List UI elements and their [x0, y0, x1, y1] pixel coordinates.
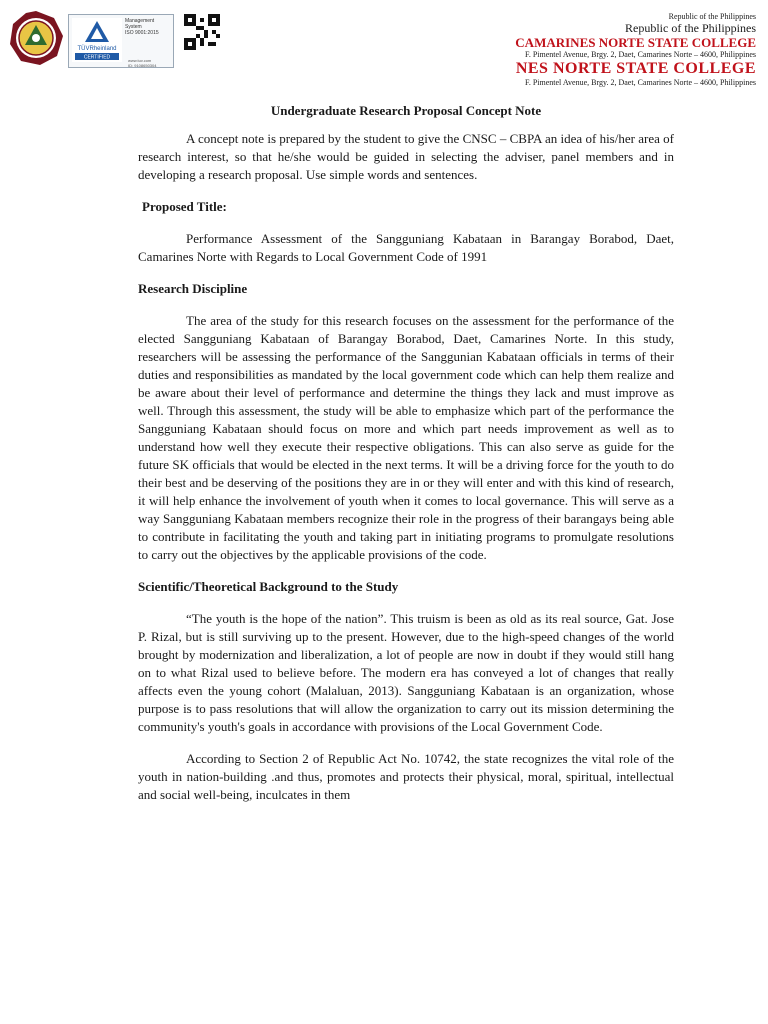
research-discipline-heading: Research Discipline: [138, 281, 248, 296]
background-paragraph-1: “The youth is the hope of the nation”. This truism is been as old as its real source, Gat. Jose P. Rizal, but is still surviving up to the present. However, due to the high-speed changes of the world brought by modernization and liberalization, a lot of people are now in doubt if they would still hang on to what Rizal used to believe before. The modern era has conveyed a lot of changes that really affects even the young cohort (Malaluan, 2013). Sangguniang Kabataan is an organization, whose purpose is to pass resolutions that will allow the organization to carry out its mission determining the community's youth's goals in accordance with provisions of the Local Government Code.: [138, 611, 674, 734]
background-heading: Scientific/Theoretical Background to the Study: [138, 579, 399, 594]
college-seal-logo: [8, 10, 64, 66]
management-system-text: Management System ISO 9001:2015: [125, 18, 159, 36]
proposed-title-heading: Proposed Title:: [142, 199, 227, 214]
document-title: Undergraduate Research Proposal Concept Note: [270, 103, 542, 118]
tuv-certified-icon: [72, 18, 122, 62]
certified-text: CERTIFIED: [83, 54, 111, 61]
republic-text: Republic of the Philippines: [625, 21, 756, 35]
qr-code-icon: [184, 14, 220, 50]
proposed-title-text: Performance Assessment of the Sangguniang Kabataan in Barangay Borabod, Daet, Camarines Norte with Regards to Local Government Code of 1991: [138, 231, 674, 264]
iso-certification-badge: [68, 14, 174, 68]
college-address: F. Pimentel Avenue, Brgy. 2, Daet, Camarines Norte – 4600, Philippines: [525, 50, 756, 59]
college-address-repeat: F. Pimentel Avenue, Brgy. 2, Daet, Camarines Norte – 4600, Philippines: [525, 78, 756, 87]
college-name-overprint: NES NORTE STATE COLLEGE: [515, 60, 756, 77]
research-discipline-paragraph: The area of the study for this research focuses on the assessment for the performance of the elected Sangguniang Kabataan of Barangay Borabod, Daet, Camarines Norte. In this study, researchers will be assessing the performance of the Sanggunian Kabataan officials in terms of their duties and responsibilities as mandated by the local government code which can help them realize and be aware about their level of performance and determine the things they lack and must improve as well. Through this assessment, the study will be able to emphasize which part of the performance the Sangguniang Kabataan should focus on more and which part needs improvement as well as to understand how well they execute their respective obligations. This can also serve as guide for the future SK officials that would be elected in the next terms. It will be a driving force for the youth to do their best and be deserving of the positions they are in or they will enter and with this kind of research, it will help enhance the involvement of youth when it comes to local governance. This will serve as a way Sangguniang Kabataan members recognize their role in the progress of their barangays being able to contribute in facilitating the youth and taking part in initiating programs to promulgate resolutions to carry out the objectives by the applicable provisions of the code.: [138, 313, 674, 562]
background-paragraph-2: According to Section 2 of Republic Act No. 10742, the state recognizes the vital role of the youth in nation-building .and thus, promotes and protects their physical, moral, spiritual, intellectual and social well-being, inculcates in them: [138, 751, 674, 802]
letterhead: [0, 0, 768, 96]
intro-paragraph: A concept note is prepared by the student to give the CNSC – CBPA an idea of his/her area of research interest, so that he/she would be guided in selecting the adviser, panel members and in developing a research proposal. Use simple words and sentences.: [138, 131, 674, 182]
republic-small-text: Republic of the Philippines: [668, 12, 756, 21]
tuv-brand-text: TÜVRheinland: [77, 46, 117, 52]
certification-footer: www.tuv.com ID: 9108650304: [128, 58, 157, 68]
college-name: CAMARINES NORTE STATE COLLEGE: [515, 35, 756, 50]
document-body: [138, 96, 674, 818]
